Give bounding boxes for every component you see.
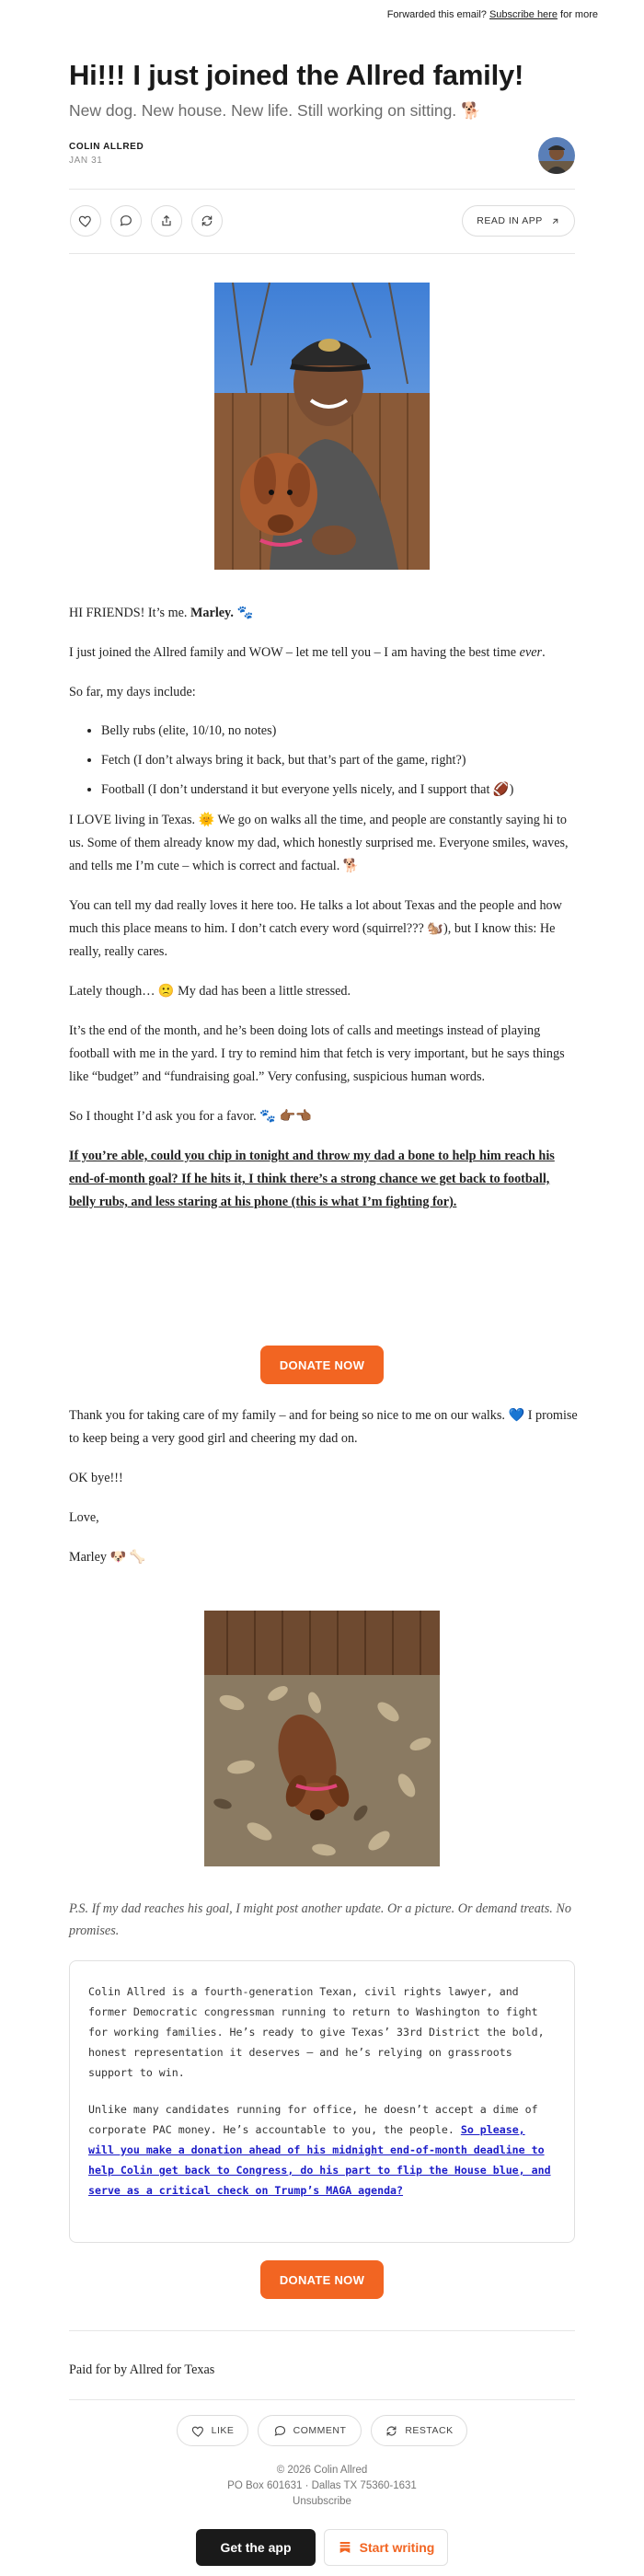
texas-paragraph: I LOVE living in Texas. 🌞 We go on walks all the time, and people are constantly saying hi to us. Some of them already know my dad, which honestly surprised me. Everyone smiles, waves, and tells me I’m cute – which is correct and factual. 🐕 (69, 813, 569, 873)
intro-paragraph: I just joined the Allred family and WOW – let me tell you – I am having the best time ever. (69, 645, 546, 660)
author-avatar[interactable] (538, 137, 575, 174)
thank-you-paragraph: Thank you for taking care of my family – and for being so nice to me on our walks. 💙 I promise to keep being a very good girl and cheering my dad on. (69, 1408, 578, 1446)
donate-now-button-secondary[interactable]: DONATE NOW (260, 2260, 384, 2299)
end-of-month-paragraph: It’s the end of the month, and he’s been doing lots of calls and meetings instead of playing football with me in the yard. I try to remind him that fetch is very important, but he says things like “budget” and “fundraising goal.” Very confusing, suspicious human words. (69, 1023, 565, 1084)
dad-loves-texas-paragraph: You can tell my dad really loves it here too. He talks a lot about Texas and the people and how much this place means to him. I don’t catch every word (squirrel??? 🐿️), but I know this: He really, really cares. (69, 898, 562, 959)
like-label: LIKE (211, 2425, 235, 2436)
footer-restack-button[interactable] (371, 2415, 467, 2446)
divider (69, 189, 575, 190)
donation-deadline-link[interactable]: So please, will you make a donation ahead of his midnight end-of-month deadline to help Colin get back to Congress, do his part to flip the House blue, and serve as a critical check on Trump’s MAGA agenda? (88, 2123, 551, 2197)
paid-for-disclaimer: Paid for by Allred for Texas (69, 2362, 215, 2377)
signature-paragraph: Marley 🐶 🦴 (69, 1550, 146, 1565)
divider (69, 253, 575, 254)
divider (69, 2330, 575, 2331)
bye-paragraph: OK bye!!! (69, 1471, 123, 1485)
letter-body (69, 602, 580, 1230)
read-in-app-label: READ IN APP (477, 215, 543, 226)
comment-button[interactable] (110, 205, 142, 237)
greeting-paragraph (69, 602, 580, 625)
love-paragraph: Love, (69, 1510, 99, 1525)
forward-notice-text: Forwarded this email? (386, 9, 487, 20)
like-button[interactable] (70, 205, 101, 237)
copyright: © 2026 Colin Allred (276, 2465, 368, 2476)
arrow-up-right-icon (550, 216, 560, 226)
read-in-app-button[interactable] (462, 205, 575, 237)
bio-paragraph: Colin Allred is a fourth-generation Texan, civil rights lawyer, and former Democratic congressman running to return to Washington to fight for working families. He’s ready to give Texas’ 33rd District the bold, honest representation it deserves – and he’s relying on grassroots support to win. (88, 1985, 545, 2079)
start-writing-button[interactable] (324, 2529, 448, 2566)
letter-closing (69, 1404, 580, 1586)
footer-like-button[interactable] (177, 2415, 248, 2446)
start-writing-label: Start writing (359, 2540, 435, 2555)
byline (69, 142, 575, 166)
substack-logo-icon (338, 2540, 352, 2555)
donation-ask-link[interactable]: If you’re able, could you chip in tonight and throw my dad a bone to help him reach his end-of-month goal? If he hits it, I think there’s a strong chance we get back to football, belly rubs, and less staring at his phone (this is what I’m fighting for). (69, 1149, 555, 1209)
intro-text: I just joined the Allred family and WOW – let me tell you – I am having the best time (69, 645, 517, 660)
divider (69, 2399, 575, 2400)
heart-icon (191, 2424, 205, 2438)
donate-now-button[interactable]: DONATE NOW (260, 1346, 384, 1384)
list-item: • Football (I don’t understand it but everyone yells nicely, and I support that 🏈) (101, 780, 580, 800)
author-name[interactable]: COLIN ALLRED (69, 142, 144, 152)
heart-icon (78, 214, 93, 228)
comment-icon (273, 2424, 287, 2438)
footer-info (0, 2463, 644, 2510)
photo-colin-with-marley (214, 283, 430, 570)
days-intro-paragraph: So far, my days include: (69, 685, 196, 699)
forward-notice (387, 9, 598, 20)
restack-icon (200, 214, 214, 228)
comment-icon (119, 214, 133, 228)
post-title: Hi!!! I just joined the Allred family! (69, 59, 524, 91)
footer-comment-button[interactable] (258, 2415, 362, 2446)
mailing-address: PO Box 601631 · Dallas TX 75360-1631 (227, 2480, 417, 2491)
favor-paragraph: So I thought I’d ask you for a favor. 🐾 👉🏾👈🏾 (69, 1109, 312, 1124)
candidate-bio-box (69, 1960, 575, 2243)
postscript: P.S. If my dad reaches his goal, I might post another update. Or a picture. Or demand treats. No promises. (69, 1901, 571, 1938)
forward-notice-suffix: for more (560, 9, 598, 20)
pac-paragraph (88, 2099, 556, 2201)
list-item: • Fetch (I don’t always bring it back, but that’s part of the game, right?) (101, 750, 580, 770)
comment-label: COMMENT (293, 2425, 347, 2436)
share-icon (159, 214, 174, 228)
greeting-text: HI FRIENDS! It’s me. (69, 606, 188, 620)
marley-name: Marley. (190, 606, 234, 620)
list-item: • Belly rubs (elite, 10/10, no notes) (101, 721, 580, 741)
pac-text: Unlike many candidates running for office, he doesn’t accept a dime of corporate PAC money. He’s accountable to you, the people. (88, 2103, 538, 2136)
restack-icon (385, 2424, 398, 2438)
restack-button[interactable] (191, 205, 223, 237)
paw-emoji: 🐾 (236, 606, 254, 620)
share-button[interactable] (151, 205, 182, 237)
unsubscribe-link[interactable]: Unsubscribe (293, 2496, 351, 2507)
activity-list (69, 721, 580, 800)
stressed-paragraph: Lately though… 🙁 My dad has been a little stressed. (69, 984, 351, 999)
post-subtitle: New dog. New house. New life. Still working on sitting. 🐕 (69, 101, 481, 120)
subscribe-link[interactable]: Subscribe here (489, 9, 558, 20)
post-date: JAN 31 (69, 156, 103, 166)
intro-emphasis: ever (519, 645, 543, 660)
get-the-app-button[interactable]: Get the app (196, 2529, 316, 2566)
photo-marley-in-leaves (204, 1611, 440, 1866)
restack-label: RESTACK (405, 2425, 454, 2436)
post-header (69, 57, 575, 121)
